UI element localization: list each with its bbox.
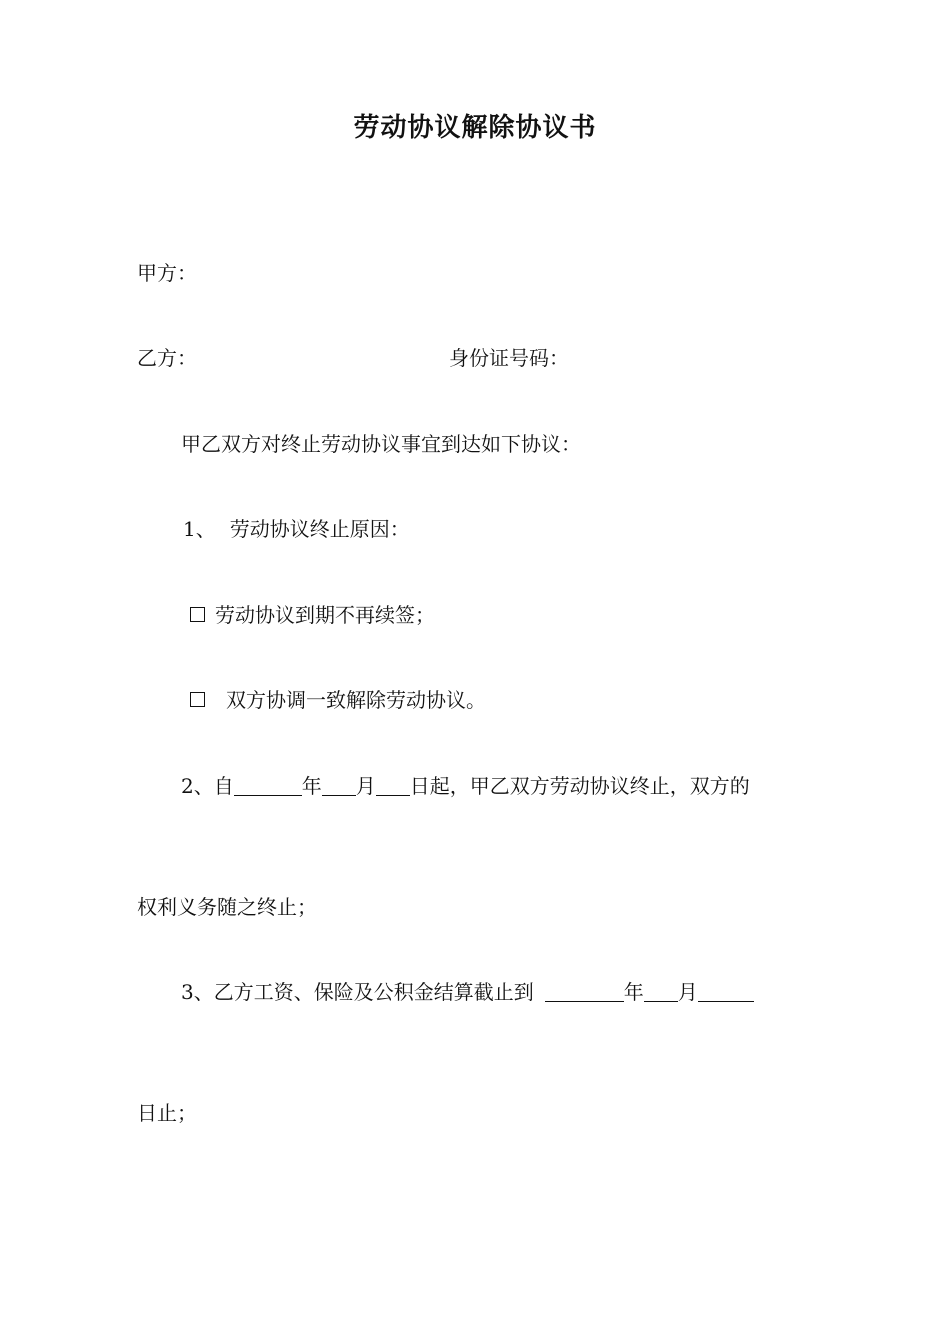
clause-1-option-2-label: 双方协调一致解除劳动协议。 [226, 688, 486, 712]
month-blank[interactable] [644, 981, 678, 1002]
day-blank[interactable] [376, 775, 410, 796]
id-number-label: 身份证号码： [449, 346, 569, 370]
clause-3-text: 乙方工资、保险及公积金结算截止到 [213, 980, 534, 1004]
clause-2-year: 年 [301, 774, 322, 798]
month-blank[interactable] [322, 775, 356, 796]
checkbox-icon[interactable] [190, 607, 205, 622]
clause-3-continuation: 日止； [137, 1101, 197, 1125]
clause-3-number: 3、 [181, 980, 214, 1004]
clause-1-option-2[interactable] [190, 688, 486, 712]
clause-1-option-1-label: 劳动协议到期不再续签； [215, 603, 435, 627]
clause-1-heading [183, 517, 410, 541]
clause-2-day-suffix: 日起，甲乙双方劳动协议终止，双方的 [409, 774, 750, 798]
clause-2-month: 月 [355, 774, 376, 798]
clause-1-number: 1、 [183, 517, 216, 541]
year-blank[interactable] [545, 981, 624, 1002]
intro-paragraph: 甲乙双方对终止劳动协议事宜到达如下协议： [181, 432, 581, 456]
clause-2-number: 2、 [181, 774, 214, 798]
clause-1-option-1[interactable] [190, 603, 435, 627]
year-blank[interactable] [234, 775, 302, 796]
clause-3-month: 月 [677, 980, 698, 1004]
clause-2-line [181, 774, 750, 798]
clause-2-continuation: 权利义务随之终止； [137, 895, 317, 919]
party-b-label: 乙方： [137, 346, 197, 370]
clause-2-prefix: 自 [213, 774, 234, 798]
day-blank[interactable] [698, 981, 754, 1002]
checkbox-icon[interactable] [190, 692, 205, 707]
clause-1-heading-text: 劳动协议终止原因： [229, 517, 410, 541]
clause-3-line [181, 980, 754, 1004]
party-a-label: 甲方： [137, 261, 197, 285]
document-title: 劳动协议解除协议书 [353, 113, 597, 143]
clause-3-year: 年 [623, 980, 644, 1004]
